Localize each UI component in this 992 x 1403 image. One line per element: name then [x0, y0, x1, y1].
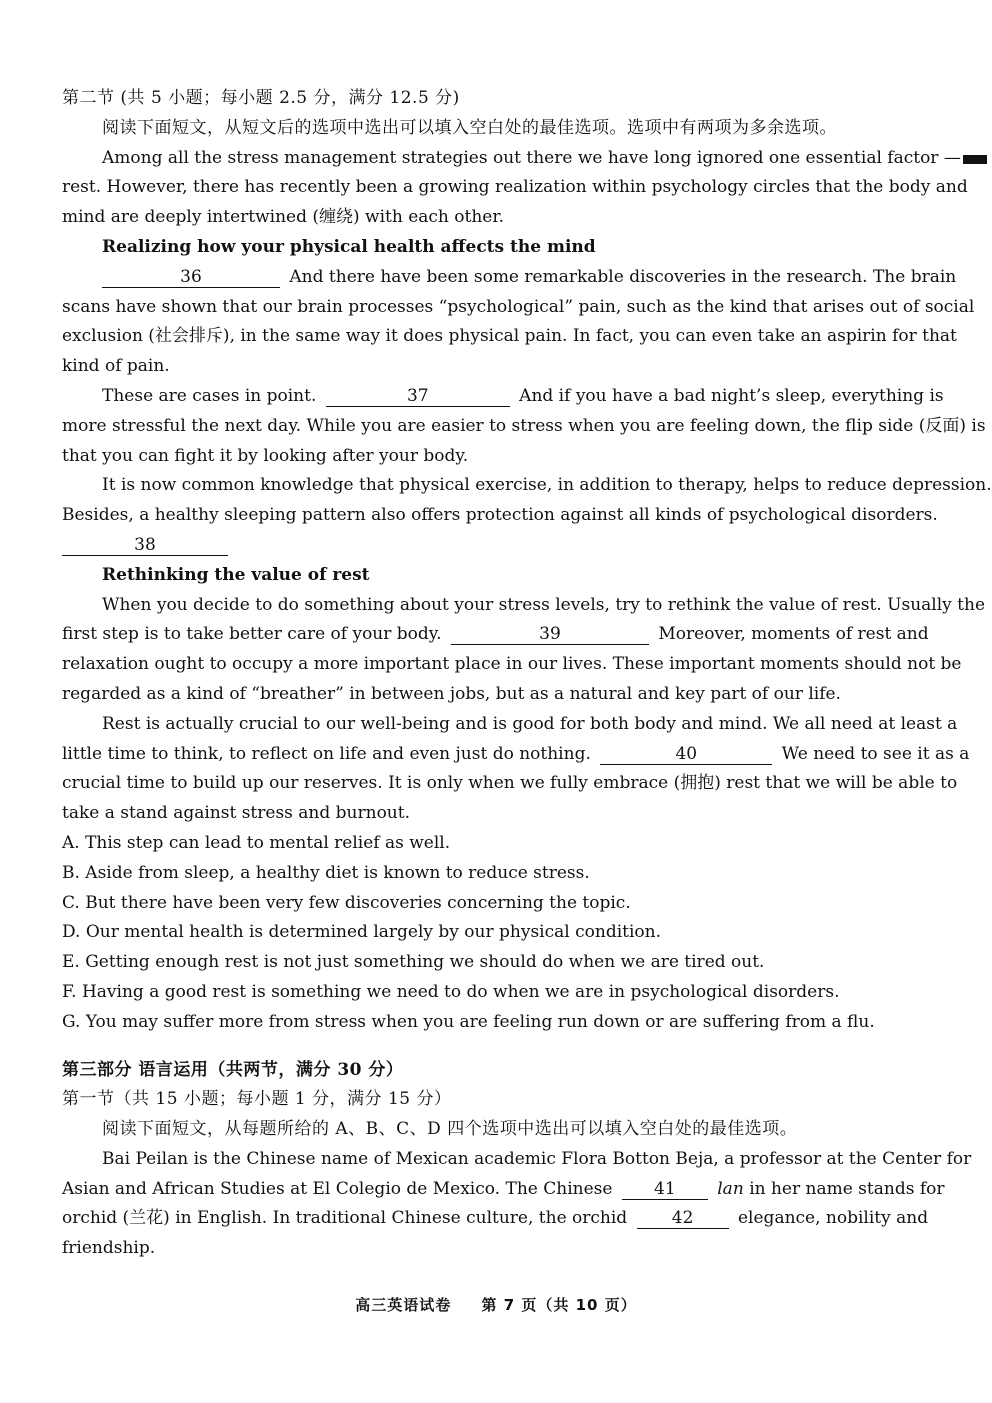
part3-text3b: elegance, nobility and	[738, 1208, 929, 1229]
part3-line2	[62, 1175, 945, 1205]
para3-line3: that you can fight it by looking after your body.	[62, 445, 469, 466]
part3-text2a: Asian and African Studies at El Colegio de Mexico. The Chinese	[62, 1178, 613, 1199]
option-d: D. Our mental health is determined largely by our physical condition.	[62, 922, 661, 943]
para2-text1: And there have been some remarkable discoveries in the research. The brain	[289, 266, 957, 287]
para3-text1b: And if you have a bad night’s sleep, everything is	[519, 385, 944, 406]
para3-text1a: These are cases in point.	[102, 385, 317, 406]
subheading-physical-health: Realizing how your physical health affects the mind	[102, 236, 596, 257]
blank-36[interactable]: 36	[102, 267, 280, 288]
para6-line3: crucial time to build up our reserves. It is only when we fully embrace (拥抱) rest that we will be able to	[62, 773, 958, 794]
para4-line2: Besides, a healthy sleeping pattern also offers protection against all kinds of psychological disorders.	[62, 505, 938, 526]
part3-text2b: in her name stands for	[749, 1178, 945, 1199]
part3-italic-lan: lan	[717, 1178, 744, 1199]
part3-line3	[62, 1204, 929, 1234]
part3-line4: friendship.	[62, 1238, 156, 1259]
footer-exam-title: 高三英语试卷	[355, 1296, 452, 1314]
option-b: B. Aside from sleep, a healthy diet is known to reduce stress.	[62, 862, 590, 883]
section2-instruction: 阅读下面短文，从短文后的选项中选出可以填入空白处的最佳选项。选项中有两项为多余选项。	[102, 117, 837, 138]
part3-heading: 第三部分 语言运用（共两节，满分 30 分）	[62, 1059, 404, 1080]
para1-line3: mind are deeply intertwined (缠绕) with each other.	[62, 207, 505, 228]
answer-options	[62, 829, 908, 1038]
blank-40[interactable]: 40	[600, 744, 772, 765]
para1-line2: rest. However, there has recently been a growing realization within psychology circles that the body and	[62, 177, 968, 198]
para6-line1: Rest is actually crucial to our well-being and is good for both body and mind. We all need at least a	[102, 713, 958, 734]
para2-line2: scans have shown that our brain processes “psychological” pain, such as the kind that arises out of social	[62, 296, 975, 317]
para6-line4: take a stand against stress and burnout.	[62, 803, 410, 824]
blank-37[interactable]: 37	[326, 386, 510, 407]
option-g: G. You may suffer more from stress when you are feeling run down or are suffering from a flu.	[62, 1011, 875, 1032]
para6-text2a: little time to think, to reflect on life and even just do nothing.	[62, 743, 591, 764]
option-a: A. This step can lead to mental relief as well.	[62, 832, 451, 853]
footer-page-number: 第 7 页（共 10 页）	[481, 1296, 637, 1314]
section2-heading: 第二节 (共 5 小题；每小题 2.5 分，满分 12.5 分)	[62, 88, 460, 108]
part3-section1-heading: 第一节（共 15 小题；每小题 1 分，满分 15 分）	[62, 1089, 452, 1110]
option-e: E. Getting enough rest is not just something we should do when we are tired out.	[62, 952, 765, 973]
para4-line3	[62, 531, 908, 561]
para3-line1	[62, 382, 944, 412]
blank-38[interactable]: 38	[62, 535, 228, 556]
para6-text2b: We need to see it as a	[781, 743, 970, 764]
option-c: C. But there have been very few discoveries concerning the topic.	[62, 892, 631, 913]
para5-line1: When you decide to do something about your stress levels, try to rethink the value of rest. Usually the	[102, 594, 986, 615]
page-footer	[0, 1294, 992, 1315]
margin-mark	[963, 155, 987, 164]
para4-line1: It is now common knowledge that physical exercise, in addition to therapy, helps to reduce depression.	[102, 475, 992, 496]
part3-line1: Bai Peilan is the Chinese name of Mexican academic Flora Botton Beja, a professor at the Center for	[102, 1148, 972, 1169]
para2-line1	[62, 263, 957, 293]
blank-42[interactable]: 42	[637, 1208, 729, 1229]
part3-text3a: orchid (兰花) in English. In traditional Chinese culture, the orchid	[62, 1208, 628, 1229]
blank-41[interactable]: 41	[622, 1179, 708, 1200]
exam-page	[62, 84, 992, 1264]
para2-line4: kind of pain.	[62, 356, 170, 377]
para5-line2	[62, 620, 929, 650]
option-f: F. Having a good rest is something we need to do when we are in psychological disorders.	[62, 981, 840, 1002]
para5-text2b: Moreover, moments of rest and	[658, 624, 929, 645]
para1-line1: Among all the stress management strategies out there we have long ignored one essential factor —	[102, 147, 961, 168]
para5-line4: regarded as a kind of “breather” in between jobs, but as a natural and key part of our life.	[62, 683, 841, 704]
blank-39[interactable]: 39	[451, 624, 649, 645]
para2-line3: exclusion (社会排斥), in the same way it does physical pain. In fact, you can even take an aspirin for that	[62, 326, 957, 347]
para6-line2	[62, 740, 970, 770]
para5-line3: relaxation ought to occupy a more important place in our lives. These important moments should not be	[62, 654, 962, 675]
para3-line2: more stressful the next day. While you are easier to stress when you are feeling down, the flip side (反面) is	[62, 415, 986, 436]
para5-text2a: first step is to take better care of your body.	[62, 624, 442, 645]
subheading-rethinking-rest: Rethinking the value of rest	[102, 564, 370, 585]
part3-instruction: 阅读下面短文，从每题所给的 A、B、C、D 四个选项中选出可以填入空白处的最佳选项。	[102, 1119, 798, 1140]
